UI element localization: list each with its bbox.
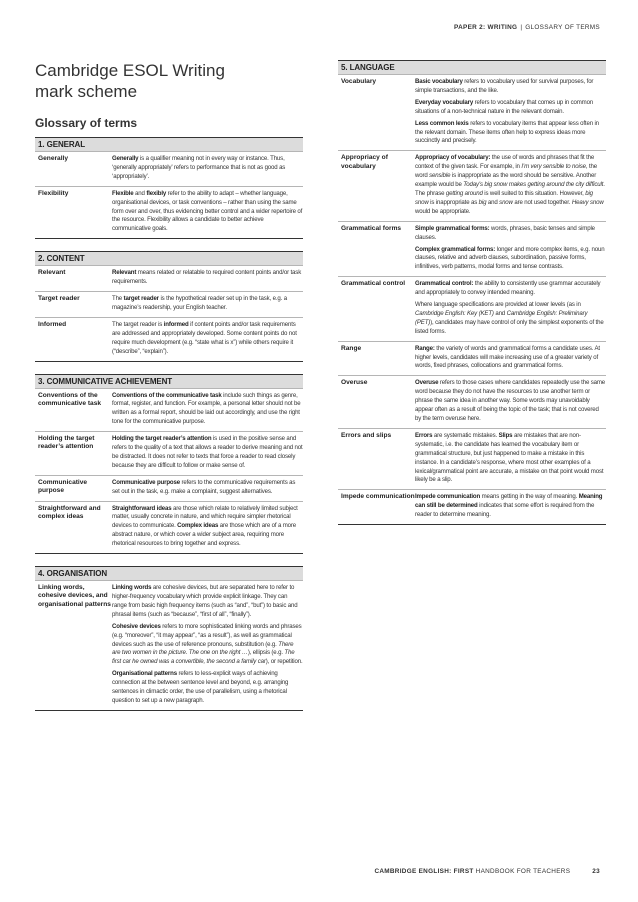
bold-term: Errors <box>415 431 433 439</box>
glossary-row <box>35 265 303 291</box>
glossary-definition <box>415 345 606 372</box>
definition-paragraph <box>112 435 303 471</box>
glossary-term: Conventions of the communicative task <box>38 391 102 407</box>
definition-paragraph <box>415 280 606 298</box>
glossary-definition <box>415 493 606 520</box>
glossary-definition <box>415 432 606 485</box>
glossary-definition <box>112 584 303 706</box>
definition-paragraph <box>112 269 303 287</box>
footer-book-subtitle: HANDBOOK FOR TEACHERS <box>473 868 571 875</box>
glossary-definition <box>112 479 303 497</box>
italic-example: sensible <box>429 172 451 180</box>
bold-term: Slips <box>498 431 513 439</box>
glossary-definition <box>112 505 303 550</box>
glossary-term: Appropriacy of vocabulary <box>341 154 388 170</box>
glossary-row <box>35 431 303 475</box>
definition-text: refers to the communicative requirements as set out in the task, e.g. make a complaint, suggest alternatives. <box>112 478 296 495</box>
bold-term: Overuse <box>415 379 439 387</box>
definition-paragraph <box>112 505 303 550</box>
definition-text: are systematic mistakes. <box>432 431 499 439</box>
italic-example: big snow <box>415 189 593 206</box>
definition-paragraph <box>415 225 606 243</box>
definition-text: is a qualifier meaning not in every way or instance. Thus, ‘generally appropriately’ refers to performance that is not as good as ‘appropriately’. <box>112 155 286 180</box>
definition-text: and <box>133 189 147 197</box>
definition-text: are cohesive devices, but are separated here to refer to higher-frequency vocabulary which provide explicit linkage. They can range from basic high frequency items (such as “and”, “but”) to basic and phrasal items (such as “because”, “first of all”, “finally”). <box>112 584 298 618</box>
definition-text: the variety of words and grammatical forms a candidate uses. At higher levels, candidates will make increasing use of a greater variety of words, fixed phrases, collocations and grammatical forms. <box>415 344 600 370</box>
definition-paragraph <box>112 295 303 313</box>
definition-text: are not used together. <box>512 198 572 206</box>
glossary-row <box>35 501 303 555</box>
glossary-definition <box>112 295 303 313</box>
bold-term: Complex grammatical forms: <box>415 245 496 253</box>
glossary-term: Communicative purpose <box>38 478 88 494</box>
definition-text: is inappropriate as the word should be sensitive. Another example would be <box>415 172 597 189</box>
definition-text: include such things as genre, format, register, and function. For example, a personal letter should not be written as a formal report, should be laid out accordingly, and use the right tone for the communicative purpose. <box>112 391 301 426</box>
definition-paragraph <box>112 584 303 620</box>
italic-example: snow <box>499 198 513 206</box>
bold-term: Less common lexis <box>415 119 469 127</box>
definition-text: the use of words and phrases that fit the context of the given task. For example, in <box>415 154 595 171</box>
bold-term: Complex ideas <box>177 522 219 530</box>
italic-example: big <box>478 198 487 206</box>
glossary-section <box>35 137 303 239</box>
running-footer <box>374 868 600 875</box>
section-heading: 3. COMMUNICATIVE ACHIEVEMENT <box>35 374 303 388</box>
glossary-term: Overuse <box>341 379 368 387</box>
bold-term: Grammatical control: <box>415 280 474 288</box>
glossary-term: Grammatical forms <box>341 224 402 232</box>
header-topic: GLOSSARY OF TERMS <box>525 24 600 31</box>
italic-example: getting around <box>445 189 483 197</box>
definition-paragraph <box>112 190 303 235</box>
right-column <box>338 60 606 537</box>
definition-text: refers to more sophisticated linking words and phrases (e.g. “moreover”, “it may appear”, “as a result”), as well as grammatical devices such as the use of reference pronouns, substitution (e.g. <box>112 622 302 648</box>
definition-text: and <box>493 309 507 317</box>
bold-term: Straightforward ideas <box>112 504 172 512</box>
italic-example: Cambridge English: Key (KET) <box>415 309 494 317</box>
definition-text: if content points and/or task requirements are addressed and appropriately developed. Some content points do not require much development (e.g. “state what is x”) while others require it (“describe”, “explain”). <box>112 320 297 355</box>
left-column <box>35 60 303 723</box>
footer-book-title: CAMBRIDGE ENGLISH: FIRST <box>374 868 474 875</box>
glossary-definition <box>112 392 303 428</box>
right-sections <box>338 60 606 525</box>
definition-text: and <box>486 198 500 206</box>
bold-term: Meaning can still be determined <box>415 493 603 510</box>
glossary-definition <box>112 190 303 235</box>
bold-term: Organisational patterns <box>112 670 177 678</box>
page-subtitle: Glossary of terms <box>35 116 138 130</box>
definition-text: would be appropriate. <box>415 207 471 215</box>
glossary-definition <box>415 225 606 273</box>
definition-paragraph <box>112 623 303 668</box>
glossary-row <box>338 150 606 220</box>
glossary-section <box>35 374 303 555</box>
definition-text: refer to the ability to adapt – whether language, organisational devices, or task conventions – rather than using the same form over and over, thus evidencing better control and a wider repertoire of the resource. Flexibility allows a candidate to better achieve communicative goals. <box>112 189 303 233</box>
definition-paragraph <box>112 155 303 182</box>
definition-paragraph <box>415 493 606 520</box>
definition-text: are mistakes that are non-systematic, i.e. the candidate has learned the vocabulary item or grammatical structure, but just happened to make a mistake in this instance. In a candidate’s response, where most other examples of a lexical/grammatical point are accurate, a mistake on that point would most likely be a slip. <box>415 431 604 484</box>
glossary-definition <box>112 155 303 182</box>
definition-paragraph <box>415 154 606 216</box>
glossary-row <box>338 276 606 340</box>
glossary-row <box>338 489 606 525</box>
definition-text: refers to vocabulary used for survival purposes, for simple transactions, and the like. <box>415 78 594 94</box>
bold-term: Range: <box>415 344 435 352</box>
definition-paragraph <box>415 246 606 273</box>
definition-paragraph <box>415 345 606 372</box>
bold-term: target reader <box>123 295 159 303</box>
glossary-term: Grammatical control <box>341 280 406 288</box>
definition-text: , the word <box>415 163 597 180</box>
definition-text: The target reader is <box>112 320 164 328</box>
definition-text: . The phrase <box>415 181 605 197</box>
definition-text: the ability to consistently use grammar accurately and appropriately to convey intended meaning. <box>415 280 601 297</box>
bold-term: Flexible <box>112 189 134 197</box>
definition-paragraph <box>415 120 606 147</box>
definition-text: refers to vocabulary that comes up in common situations of a non-technical nature in the relevant domain. <box>415 98 594 115</box>
glossary-row <box>35 151 303 186</box>
italic-example: I’m very sensible to noise <box>521 163 586 171</box>
glossary-row <box>338 221 606 277</box>
page-number: 23 <box>592 868 600 875</box>
glossary-row <box>338 74 606 150</box>
definition-text: means related or relatable to required content points and/or task requirements. <box>112 269 302 286</box>
bold-term: Simple grammatical forms: <box>415 224 490 232</box>
definition-paragraph <box>415 78 606 96</box>
bold-term: Impede communication <box>415 493 481 501</box>
header-section: PAPER 2: WRITING <box>454 24 518 31</box>
bold-term: Conventions of the communicative task <box>112 391 222 399</box>
definition-text: ), candidates may have control of only the simplest exponents of the listed forms. <box>415 318 604 335</box>
bold-term: flexibly <box>146 189 167 197</box>
glossary-term: Impede communication <box>341 493 415 501</box>
glossary-section <box>35 566 303 711</box>
definition-paragraph <box>112 670 303 706</box>
glossary-row <box>338 341 606 376</box>
definition-paragraph <box>112 392 303 428</box>
italic-example: Heavy snow <box>571 198 604 206</box>
glossary-term: Errors and slips <box>341 431 392 439</box>
running-header <box>454 24 600 31</box>
definition-text: refers to less-explicit ways of achieving connection at the between sentence level and beyond, e.g. arranging sentences in climactic order, the use of parallelism, using a rhetorical question to set up a new paragraph. <box>112 670 289 704</box>
bold-term: Relevant <box>112 269 137 277</box>
definition-text: is used in the positive sense and refers to the quality of a text that allows a reader to derive meaning and not be distracted. It does not refer to texts that force a reader to read closely because they are difficult to follow or make sense of. <box>112 435 303 469</box>
definition-paragraph <box>112 479 303 497</box>
glossary-row <box>35 580 303 711</box>
italic-example: There are two women in the picture. The one on the right … <box>112 640 294 657</box>
definition-text: is inappropriate as <box>428 198 479 206</box>
italic-example: Cambridge English: Preliminary (PET) <box>415 309 588 326</box>
glossary-row <box>35 475 303 501</box>
definition-text: refers to those cases where candidates repeatedly use the same word because they do not have the resources to use another term or phrase the same idea in another way. Some words may unavoidably appear often as a result of being the topic of the task; that is not covered by the term overuse here. <box>415 379 606 422</box>
definition-text: are those which are of a more abstract nature, or which cover a wider subject area, requiring more rhetorical resources to bring together and express. <box>112 522 297 548</box>
definition-text: words, phrases, basic tenses and simple clauses. <box>415 224 595 241</box>
glossary-row <box>35 317 303 362</box>
bold-term: Generally <box>112 155 139 162</box>
section-heading: 1. GENERAL <box>35 137 303 151</box>
glossary-definition <box>415 379 606 424</box>
definition-paragraph <box>112 321 303 357</box>
bold-term: informed <box>163 320 189 328</box>
italic-example: The first car he owned was a convertible, the second a family car <box>112 649 295 666</box>
glossary-definition <box>415 78 606 146</box>
bold-term: Appropriacy of vocabulary: <box>415 154 491 162</box>
glossary-row <box>338 375 606 428</box>
glossary-section <box>35 251 303 361</box>
definition-text: means getting in the way of meaning. <box>480 493 579 501</box>
section-heading: 4. ORGANISATION <box>35 566 303 580</box>
definition-text: ), or repetition. <box>265 658 303 666</box>
bold-term: Cohesive devices <box>112 622 161 630</box>
glossary-row <box>35 388 303 432</box>
glossary-term: Target reader <box>38 295 80 303</box>
definition-text: is the hypothetical reader set up in the task, e.g. a magazine’s readership, your English teacher. <box>112 295 287 311</box>
page-title: Cambridge ESOL Writing mark scheme <box>35 61 225 101</box>
glossary-row <box>35 291 303 317</box>
bold-term: Everyday vocabulary <box>415 98 474 106</box>
definition-text: The <box>112 295 124 303</box>
glossary-row <box>338 428 606 489</box>
glossary-term: Vocabulary <box>341 78 377 85</box>
definition-text: are those which relate to relatively limited subject matter, usually concrete in nature, and which require simpler rhetorical devices to communicate. <box>112 504 298 530</box>
glossary-term: Holding the target reader’s attention <box>38 435 95 451</box>
glossary-term: Generally <box>38 155 69 162</box>
definition-text: ), ellipsis (e.g. <box>247 649 285 657</box>
bold-term: Linking words <box>112 584 152 592</box>
glossary-definition <box>415 280 606 336</box>
definition-text: Where language specifications are provided at lower levels (as in <box>415 301 581 309</box>
header-separator: | <box>520 24 523 31</box>
bold-term: Holding the target reader’s attention <box>112 435 212 443</box>
glossary-term: Informed <box>38 320 67 328</box>
section-heading: 2. CONTENT <box>35 251 303 265</box>
glossary-definition <box>112 435 303 471</box>
definition-text: is well suited to this situation. However, <box>482 189 586 197</box>
definition-paragraph <box>415 99 606 117</box>
definition-text: indicates that some effort is required from the reader to determine meaning. <box>415 502 595 519</box>
glossary-definition <box>415 154 606 216</box>
bold-term: Basic vocabulary <box>415 78 463 85</box>
glossary-term: Linking words, cohesive devices, and organisational patterns <box>38 584 111 608</box>
glossary-definition <box>112 269 303 287</box>
definition-paragraph <box>415 432 606 485</box>
glossary-row <box>35 186 303 240</box>
glossary-section <box>338 60 606 525</box>
definition-text: longer and more complex items, e.g. noun clauses, relative and adverb clauses, subordination, passive forms, infinitives, verb patterns, modal forms and tense contrasts. <box>415 245 605 271</box>
left-sections <box>35 137 303 711</box>
bold-term: Communicative purpose <box>112 478 180 486</box>
italic-example: Today’s big snow makes getting around the city difficult <box>463 181 604 189</box>
section-heading: 5. LANGUAGE <box>338 60 606 74</box>
definition-paragraph <box>415 379 606 424</box>
glossary-term: Relevant <box>38 269 66 277</box>
glossary-definition <box>112 321 303 357</box>
definition-paragraph <box>415 301 606 337</box>
glossary-term: Range <box>341 344 362 352</box>
definition-text: refers to vocabulary items that appear less often in the relevant domain. These items often help to express ideas more succinctly and precisely. <box>415 119 599 145</box>
glossary-term: Flexibility <box>38 189 69 197</box>
glossary-term: Straightforward and complex ideas <box>38 504 101 520</box>
